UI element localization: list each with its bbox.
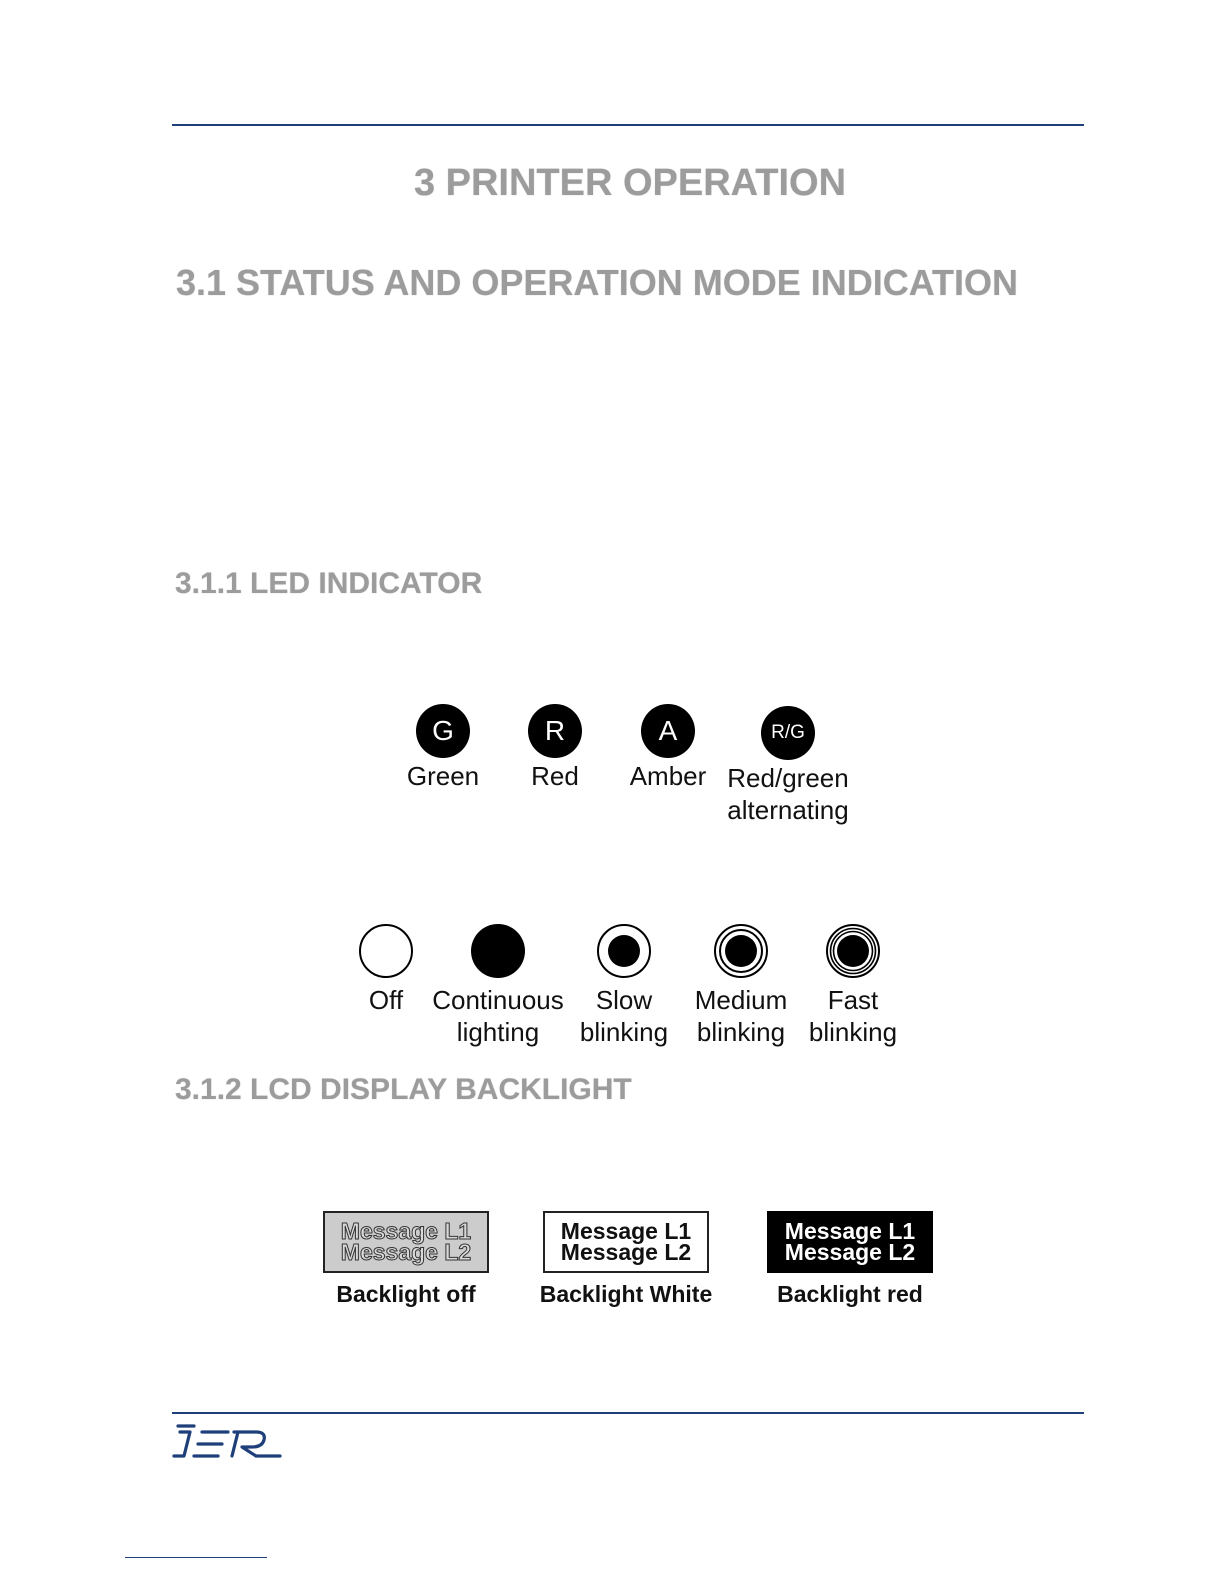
header-rule (172, 124, 1084, 126)
lcd-line1: Message L1 (560, 1218, 692, 1244)
led-label-line2: alternating (727, 795, 849, 825)
lcd-label: Backlight White (539, 1281, 713, 1307)
state-label-line2: blinking (696, 1017, 786, 1047)
state-fast (778, 923, 928, 1048)
footnote-rule (125, 1557, 267, 1558)
red-green-led-icon: R/G (761, 706, 815, 760)
section-title: 3.1 STATUS AND OPERATION MODE INDICATION (176, 262, 1019, 303)
lcd-backlight-off (291, 1211, 521, 1308)
ier-logo (172, 1424, 286, 1462)
lcd-backlight-red (735, 1211, 965, 1308)
led-red-green (708, 706, 868, 826)
red-led-icon: R (528, 704, 582, 758)
chapter-title: 3 PRINTER OPERATION (413, 162, 847, 204)
state-label: Fast (827, 985, 879, 1015)
led-continuous-icon (470, 923, 526, 979)
led-fast-blink-icon (825, 923, 881, 979)
lcd-display (323, 1211, 489, 1273)
state-label: Continuous (432, 985, 564, 1015)
lcd-label: Backlight off (336, 1281, 476, 1307)
led-indicator-title: 3.1.1 LED INDICATOR (175, 567, 483, 600)
led-off-icon (358, 923, 414, 979)
lcd-line1: Message L1 (340, 1218, 472, 1244)
footer-rule (172, 1412, 1084, 1414)
lcd-line1: Message L1 (784, 1218, 916, 1244)
lcd-line2: Message L2 (560, 1239, 692, 1265)
lcd-display (543, 1211, 709, 1273)
lcd-backlight-white (511, 1211, 741, 1308)
led-label: Red (531, 761, 579, 791)
amber-led-icon: A (641, 704, 695, 758)
led-label: Red/green (727, 763, 849, 793)
state-label-line2: blinking (579, 1017, 669, 1047)
led-label: Green (406, 761, 480, 791)
led-medium-blink-icon (713, 923, 769, 979)
led-label: Amber (629, 761, 707, 791)
state-label: Slow (595, 985, 653, 1015)
led-slow-blink-icon (596, 923, 652, 979)
lcd-line2: Message L2 (340, 1239, 472, 1265)
state-label: Off (368, 985, 404, 1015)
lcd-display (767, 1211, 933, 1273)
lcd-label: Backlight red (777, 1281, 923, 1307)
state-label-line2: lighting (456, 1017, 540, 1047)
green-led-icon: G (416, 704, 470, 758)
state-label: Medium (694, 985, 788, 1015)
lcd-backlight-title: 3.1.2 LCD DISPLAY BACKLIGHT (175, 1073, 632, 1106)
state-label-line2: blinking (808, 1017, 898, 1047)
lcd-line2: Message L2 (784, 1239, 916, 1265)
